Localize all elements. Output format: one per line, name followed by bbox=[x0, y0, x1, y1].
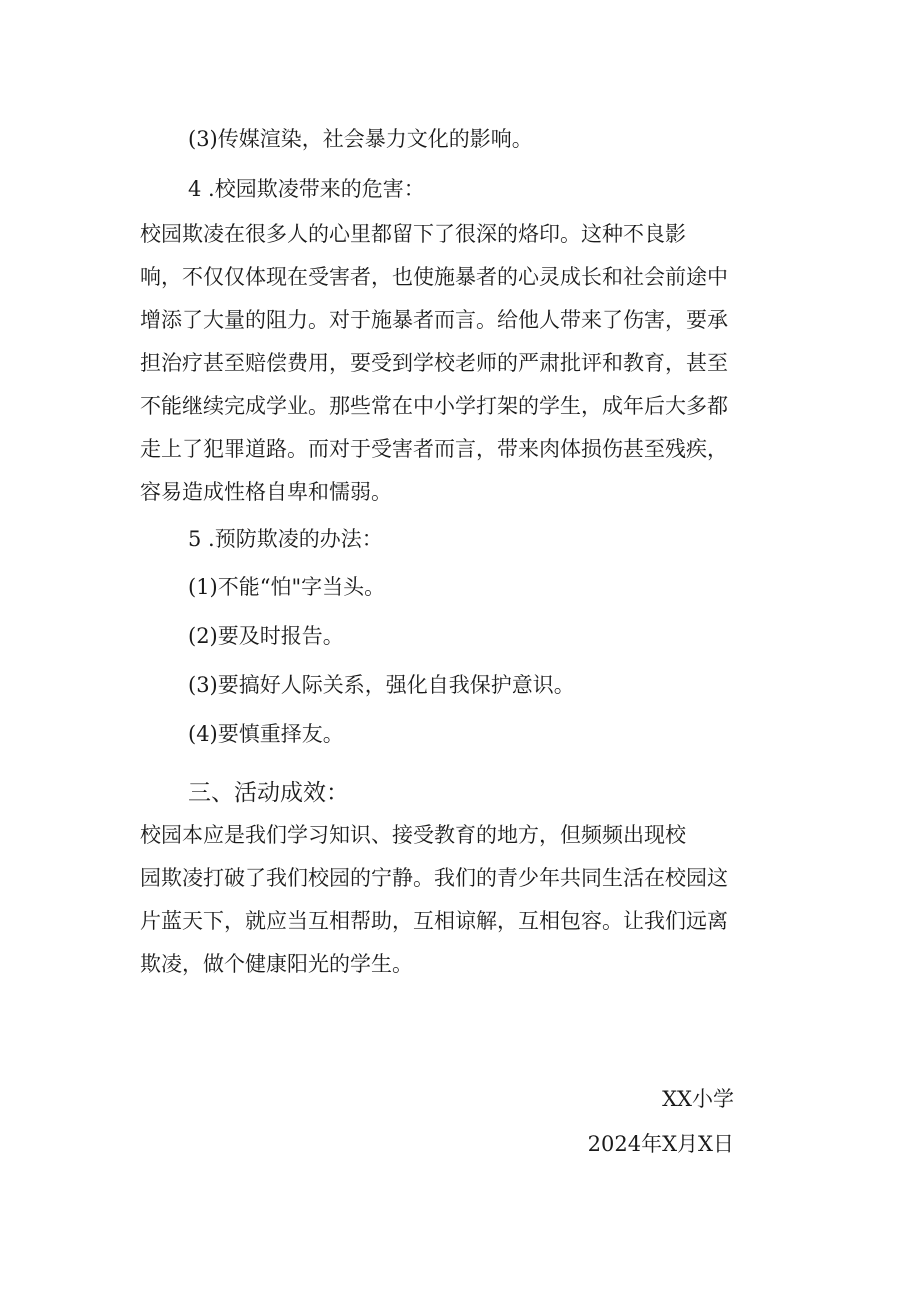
section-4-paragraph-line: 增添了大量的阻力。对于施暴者而言。给他人带来了伤害，要承 bbox=[140, 308, 728, 332]
results-paragraph-line: 校园本应是我们学习知识、接受教育的地方，但频频出现校 bbox=[140, 823, 686, 847]
signature-date: 2024年X月X日 bbox=[587, 1132, 734, 1156]
results-paragraph-line: 片蓝天下，就应当互相帮助，互相谅解，互相包容。让我们远离 bbox=[140, 909, 728, 933]
section-4-paragraph-line: 不能继续完成学业。那些常在中小学打架的学生，成年后大多都 bbox=[140, 394, 728, 418]
section-4-paragraph-line: 走上了犯罪道路。而对于受害者而言，带来肉体损伤甚至残疾， bbox=[140, 437, 728, 461]
section-4-paragraph-line: 校园欺凌在很多人的心里都留下了很深的烙印。这种不良影 bbox=[140, 222, 686, 246]
section-4-title: 4 .校园欺凌带来的危害： bbox=[188, 177, 425, 201]
results-paragraph-line: 园欺凌打破了我们校园的宁静。我们的青少年共同生活在校园这 bbox=[140, 866, 728, 890]
prevention-item: (3)要搞好人际关系，强化自我保护意识。 bbox=[188, 673, 575, 697]
signature-school: XX小学 bbox=[662, 1087, 734, 1111]
prevention-item: (1)不能“怕"字当头。 bbox=[188, 575, 386, 599]
section-3-heading: 三、活动成效： bbox=[188, 780, 349, 806]
section-4-paragraph-line: 容易造成性格自卑和懦弱。 bbox=[140, 480, 392, 504]
prevention-item: (2)要及时报告。 bbox=[188, 624, 344, 648]
cause-item-3: (3)传媒渲染，社会暴力文化的影响。 bbox=[188, 127, 533, 151]
section-5-title: 5 .预防欺凌的办法： bbox=[188, 527, 383, 551]
prevention-item: (4)要慎重择友。 bbox=[188, 722, 344, 746]
section-4-paragraph-line: 响，不仅仅体现在受害者，也使施暴者的心灵成长和社会前途中 bbox=[140, 265, 728, 289]
section-4-paragraph-line: 担治疗甚至赔偿费用，要受到学校老师的严肃批评和教育，甚至 bbox=[140, 351, 728, 375]
results-paragraph-line: 欺凌，做个健康阳光的学生。 bbox=[140, 952, 413, 976]
